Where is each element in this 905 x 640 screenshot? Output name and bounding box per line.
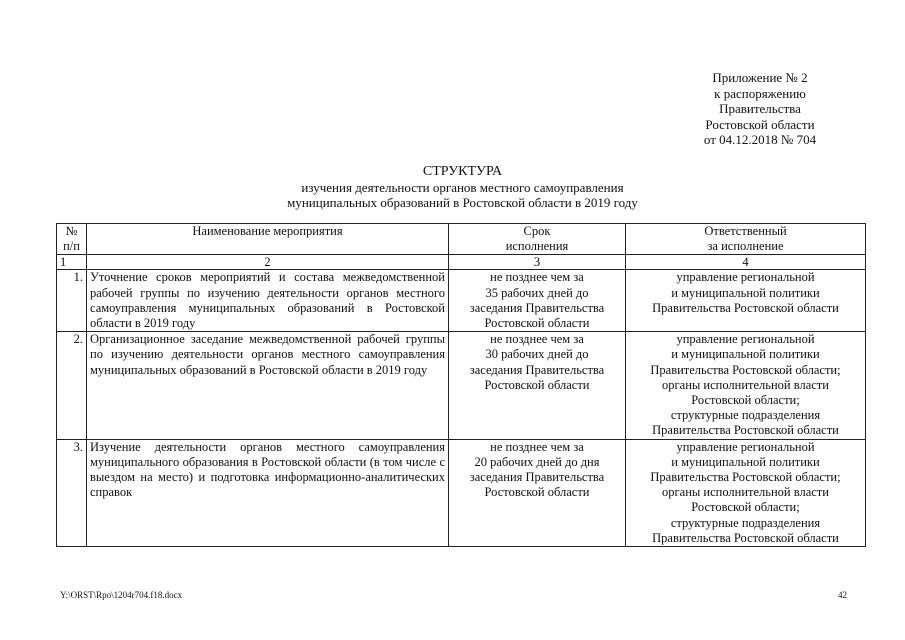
appendix-line: Приложение № 2 xyxy=(712,70,808,85)
row-activity: Уточнение сроков мероприятий и состава межведомственной рабочей группы по изучению деятельности органов местного самоуправления муниципальных образований в Ростовской области в 2019 году xyxy=(87,270,449,332)
header-responsible: Ответственный за исполнение xyxy=(626,224,866,255)
document-title xyxy=(60,164,865,211)
footer-file-path: Y:\ORST\Rpo\1204r704.f18.docx xyxy=(60,590,183,600)
row-activity: Организационное заседание межведомственной рабочей группы по изучению деятельности органов местного самоуправления муниципальных образований в Ростовской области в 2019 году xyxy=(87,332,449,439)
row-number: 3. xyxy=(57,439,87,546)
index-cell: 1 xyxy=(57,255,87,270)
footer-page-number: 42 xyxy=(838,590,847,600)
table-header-row xyxy=(57,224,866,255)
row-responsible: управление региональной и муниципальной политики Правительства Ростовской области xyxy=(626,270,866,332)
row-activity: Изучение деятельности органов местного самоуправления муниципального образования в Ростовской области (в том числе с выездом на место) и подготовка информационно-аналитических справок xyxy=(87,439,449,546)
table-row xyxy=(57,332,866,439)
row-number: 1. xyxy=(57,270,87,332)
index-cell: 3 xyxy=(449,255,626,270)
row-responsible: управление региональной и муниципальной политики Правительства Ростовской области; органы исполнительной власти Ростовской области; структурные подразделения Правительства Ростовской области xyxy=(626,439,866,546)
appendix-line: от 04.12.2018 № 704 xyxy=(703,132,817,148)
title-line-2: муниципальных образований в Ростовской области в 2019 году xyxy=(287,195,638,211)
row-number: 2. xyxy=(57,332,87,439)
structure-table xyxy=(56,223,866,547)
header-term: Срок исполнения xyxy=(449,224,626,255)
title-line-1: изучения деятельности органов местного самоуправления xyxy=(301,179,624,195)
appendix-line: к распоряжению xyxy=(714,85,806,101)
row-responsible: управление региональной и муниципальной политики Правительства Ростовской области; органы исполнительной власти Ростовской области; структурные подразделения Правительства Ростовской области xyxy=(626,332,866,439)
table-row xyxy=(57,270,866,332)
row-term: не позднее чем за 30 рабочих дней до заседания Правительства Ростовской области xyxy=(449,332,626,439)
table-row xyxy=(57,439,866,546)
index-cell: 2 xyxy=(87,255,449,270)
row-term: не позднее чем за 20 рабочих дней до дня заседания Правительства Ростовской области xyxy=(449,439,626,546)
appendix-block xyxy=(660,70,860,148)
header-name: Наименование мероприятия xyxy=(87,224,449,255)
row-term: не позднее чем за 35 рабочих дней до заседания Правительства Ростовской области xyxy=(449,270,626,332)
appendix-line: Ростовской области xyxy=(705,116,815,132)
table-index-row xyxy=(57,255,866,270)
appendix-line: Правительства xyxy=(719,101,801,117)
index-cell: 4 xyxy=(626,255,866,270)
header-num: № п/п xyxy=(57,224,87,255)
title-heading: СТРУКТУРА xyxy=(422,164,503,179)
